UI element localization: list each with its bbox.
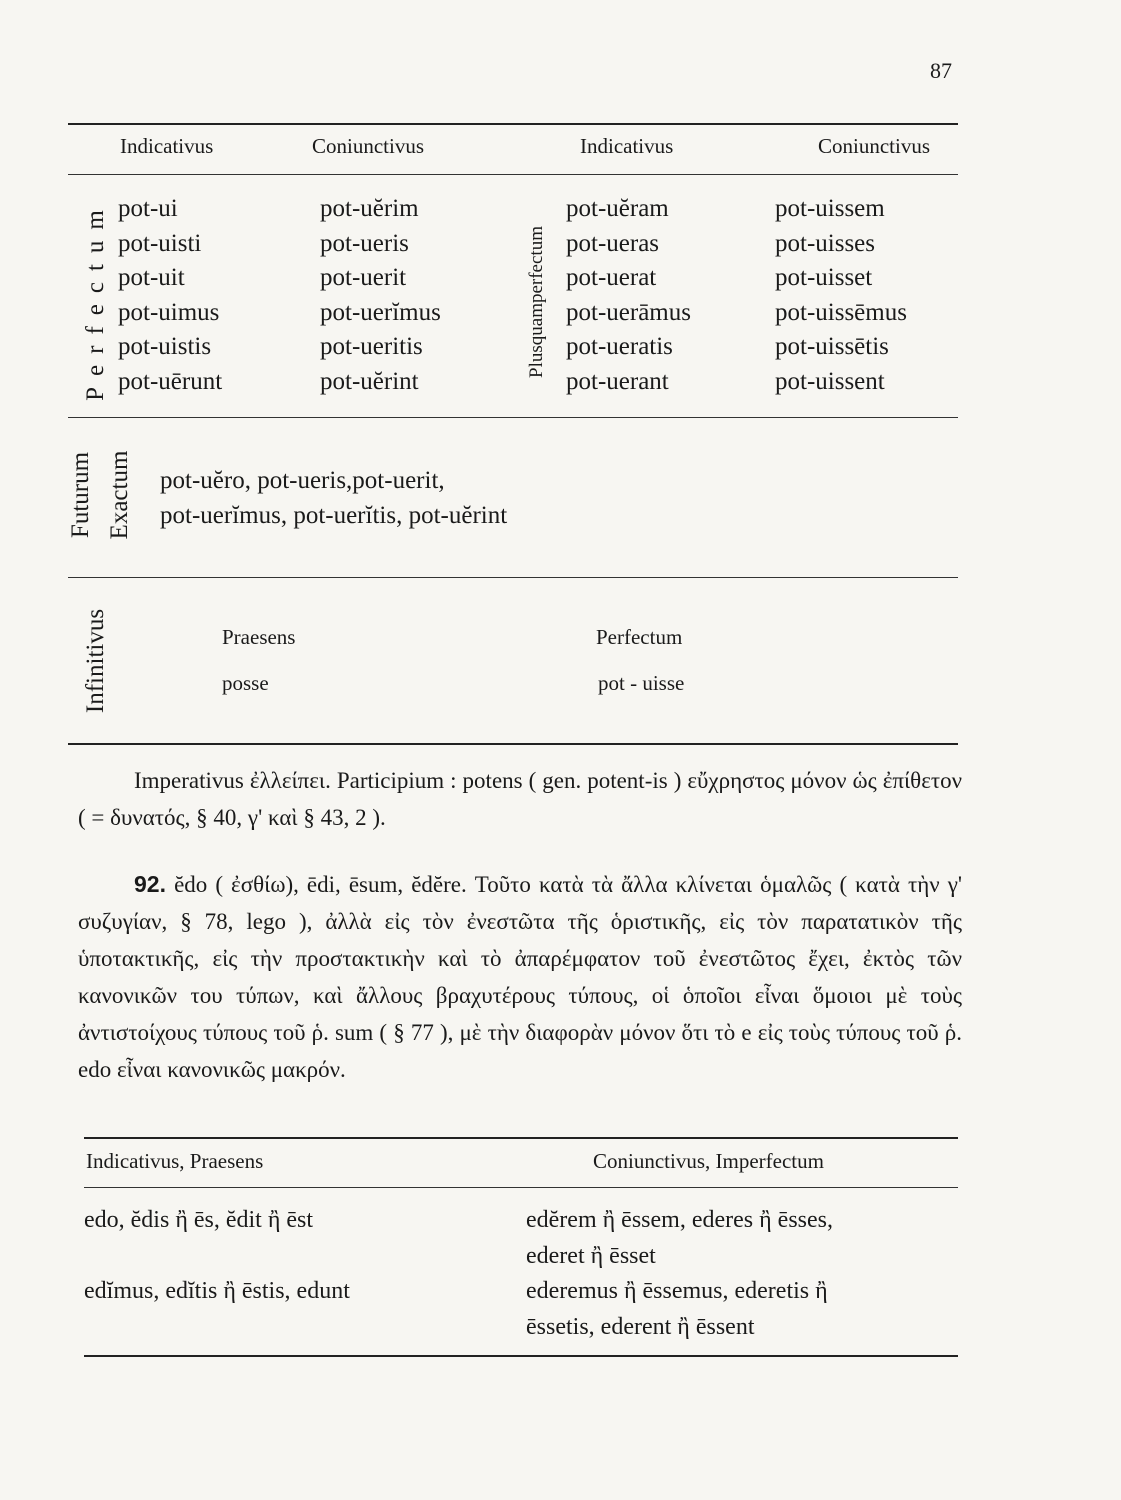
table1-bottom-rule: [68, 743, 958, 745]
conjunctive-imperfect-forms: ederet ἢ ēsset: [526, 1242, 656, 1269]
conjunctive-imperfect-forms: ederemus ἢ ēssemus, ederetis ἢ: [526, 1278, 828, 1304]
plusquamperfectum-conjunctive-column: [775, 192, 907, 399]
participium-paragraph: [78, 762, 962, 836]
perf-ind-form: pot-ui: [118, 195, 178, 222]
header-indicativus-1: Indicativus: [120, 134, 214, 158]
table2-header-left: Indicativus, Praesens: [86, 1149, 264, 1173]
exactum-label: Exactum: [106, 450, 133, 540]
infinitive-perfectum-label: Perfectum: [596, 625, 683, 649]
header-coniunctivus-1: Coniunctivus: [312, 134, 425, 158]
table2-row1-left: [84, 1203, 313, 1239]
perf-conj-form: pot-ueris: [320, 229, 409, 257]
futurum-line: pot-uĕro, pot-ueris,pot-uerit,: [160, 467, 445, 494]
perfectum-conjunctive-column: [320, 192, 441, 399]
plusquamperfectum-label: Plusquamperfectum: [526, 226, 547, 378]
plusq-ind-form: pot-uerāmus: [566, 298, 691, 326]
table2-header-right: Coniunctivus, Imperfectum: [593, 1149, 824, 1173]
indicative-present-forms: edo, ĕdis ἢ ēs, ĕdit ἢ ēst: [84, 1207, 314, 1233]
perfectum-indicative-column: [118, 192, 222, 399]
table2-bottom-rule: [84, 1355, 958, 1357]
plusquamperfectum-indicative-column: [566, 192, 691, 399]
futurum-exactum-forms: [160, 463, 507, 533]
perf-conj-form: pot-uerit: [320, 264, 407, 291]
perf-conj-form: pot-uĕrim: [320, 195, 419, 222]
table1-header-rule: [68, 174, 958, 175]
plusq-conj-form: pot-uissent: [775, 367, 885, 395]
futurum-section-rule: [68, 577, 958, 578]
perf-conj-form: pot-uĕrint: [320, 367, 419, 395]
infinitive-praesens-label: Praesens: [222, 625, 296, 649]
header-indicativus-2: Indicativus: [580, 134, 674, 158]
perf-conj-form: pot-ueritis: [320, 333, 423, 360]
plusq-ind-form: pot-uĕram: [566, 195, 669, 222]
perf-ind-form: pot-uit: [118, 264, 185, 291]
plusq-ind-form: pot-uerat: [566, 264, 657, 291]
participium-text: Imperativus ἐλλείπει. Participium : potens ( gen. potent-is ) εὔχρηστος μόνον ὡς ἐπίθετον ( = δυνατός, § 40, γ' καὶ § 43, 2 ).: [78, 768, 962, 830]
table2-row2-left: [84, 1274, 350, 1310]
infinitive-perfectum-value: pot - uisse: [598, 671, 685, 695]
section-92-paragraph: [78, 866, 962, 1088]
perf-ind-form: pot-uimus: [118, 298, 220, 326]
plusq-conj-form: pot-uissem: [775, 195, 885, 222]
section-number: 92.: [134, 871, 166, 897]
plusq-conj-form: pot-uissētis: [775, 333, 889, 360]
table2-right-column: [526, 1203, 833, 1345]
plusq-ind-form: pot-ueras: [566, 229, 660, 257]
futurum-label: Futurum: [67, 451, 94, 539]
plusq-ind-form: pot-uerant: [566, 367, 669, 395]
header-coniunctivus-2: Coniunctivus: [818, 134, 931, 158]
page-number: 87: [930, 58, 952, 83]
perf-ind-form: pot-uistis: [118, 333, 212, 360]
plusq-ind-form: pot-ueratis: [566, 333, 673, 360]
conjunctive-imperfect-forms: ēssetis, ederent ἢ ēssent: [526, 1313, 755, 1340]
perf-ind-form: pot-uisti: [118, 229, 202, 257]
plusq-conj-form: pot-uisses: [775, 229, 875, 257]
perfectum-section-rule: [68, 417, 958, 418]
perf-ind-form: pot-uērunt: [118, 367, 223, 395]
plusq-conj-form: pot-uissēmus: [775, 298, 907, 326]
table1-top-rule: [68, 123, 958, 125]
perf-conj-form: pot-uerĭmus: [320, 298, 441, 326]
infinitivus-label: Infinitivus: [82, 608, 109, 714]
conjunctive-imperfect-forms: edĕrem ἢ ēssem, ederes ἢ ēsses,: [526, 1207, 833, 1233]
section-92-text: ĕdo ( ἐσθίω), ēdi, ēsum, ĕdĕre. Τοῦτο κατὰ τὰ ἄλλα κλίνεται ὁμαλῶς ( κατὰ τὴν γ' συζυγίαν, § 78, lego ), ἀλλὰ εἰς τὸν ἐνεστῶτα τῆς ὁριστικῆς, εἰς τὸν παρατατικὸν τῆς ὑποτακτικῆς, εἰς τὴν προστακτικὴν καὶ τὸ ἀπαρέμφατον τοῦ ἐνεστῶτος ἔχει, ἐκτὸς τῶν κανονικῶν του τύπων, καὶ ἄλλους βραχυτέρους τύπους, οἱ ὁποῖοι εἶναι ὅμοιοι μὲ τοὺς ἀντιστοίχους τύπους τοῦ ῥ. sum ( § 77 ), μὲ τὴν διαφορὰν μόνον ὅτι τὸ e εἰς τοὺς τύπους τοῦ ῥ. edo εἶναι κανονικῶς μακρόν.: [78, 872, 963, 1082]
table2-top-rule: [84, 1137, 958, 1139]
indicative-present-forms: edĭmus, edĭtis ἢ ēstis, edunt: [84, 1278, 350, 1304]
table2-header-rule: [84, 1187, 958, 1188]
futurum-line: pot-uerĭmus, pot-uerĭtis, pot-uĕrint: [160, 502, 508, 529]
perfectum-label: Perfectum: [82, 199, 109, 401]
infinitive-praesens-value: posse: [222, 671, 269, 695]
plusq-conj-form: pot-uisset: [775, 264, 873, 291]
